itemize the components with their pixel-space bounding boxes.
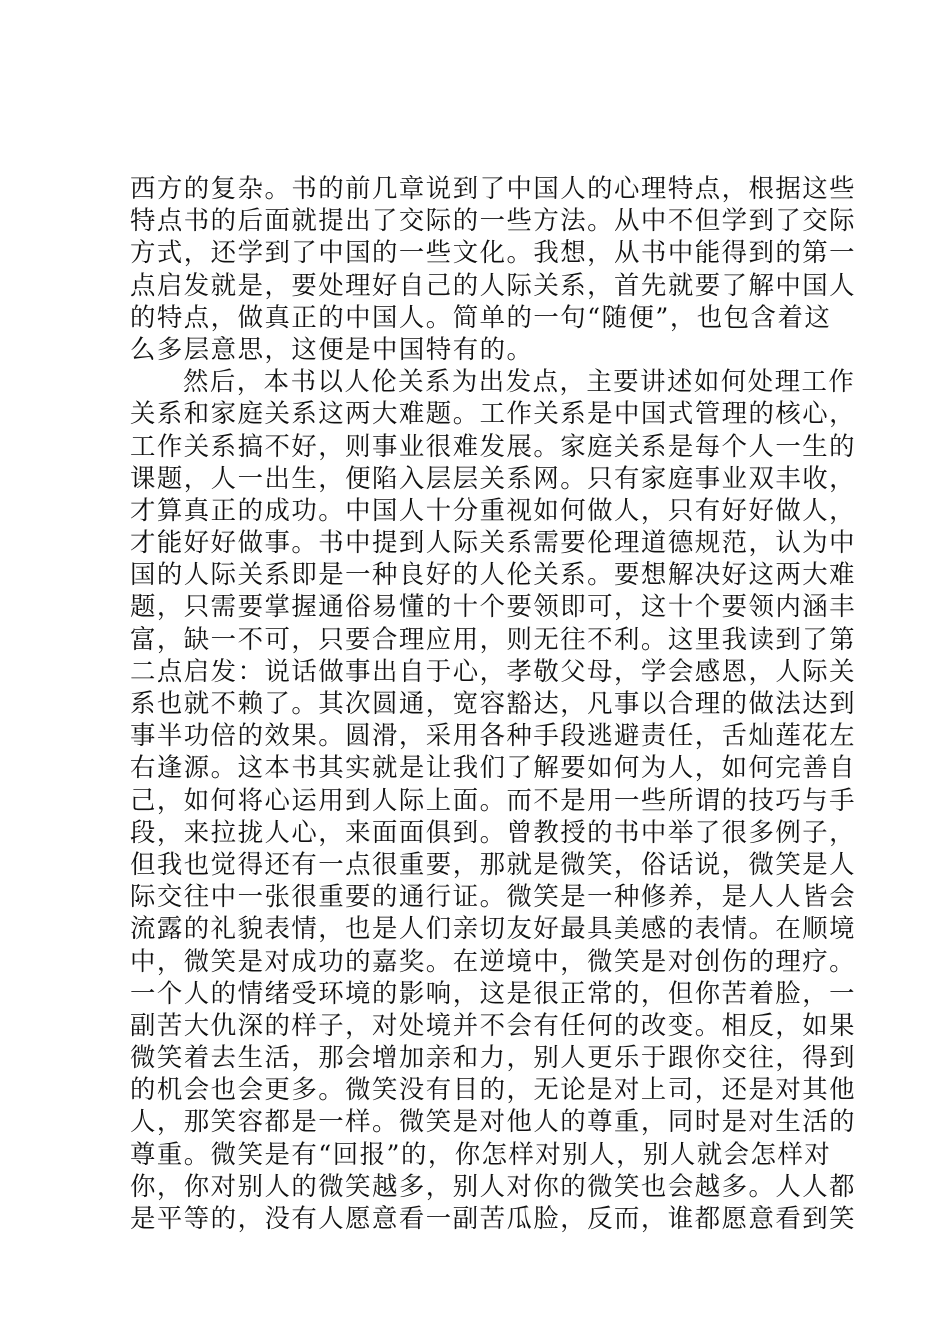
text-line: 工作关系搞不好，则事业很难发展。家庭关系是每个人一生的 xyxy=(130,430,857,461)
text-line: 一个人的情绪受环境的影响，这是很正常的，但你苦着脸，一 xyxy=(130,977,857,1008)
text-line: 二点启发：说话做事出自于心，孝敬父母，学会感恩，人际关 xyxy=(130,655,857,686)
text-line: 人，那笑容都是一样。微笑是对他人的尊重，同时是对生活的 xyxy=(130,1106,857,1137)
text-line: 事半功倍的效果。圆滑，采用各种手段逃避责任，舌灿莲花左 xyxy=(130,720,857,751)
text-line: 题，只需要掌握通俗易懂的十个要领即可，这十个要领内涵丰 xyxy=(130,591,857,622)
text-line: 点启发就是，要处理好自己的人际关系，首先就要了解中国人 xyxy=(130,269,857,300)
text-line: 际交往中一张很重要的通行证。微笑是一种修养，是人人皆会 xyxy=(130,881,857,912)
text-line: 么多层意思，这便是中国特有的。 xyxy=(130,333,534,364)
text-line: 才能好好做事。书中提到人际关系需要伦理道德规范，认为中 xyxy=(130,527,857,558)
text-line: 方式，还学到了中国的一些文化。我想，从书中能得到的第一 xyxy=(130,237,857,268)
text-line: 富，缺一不可，只要合理应用，则无往不利。这里我读到了第 xyxy=(130,623,857,654)
text-line: 中，微笑是对成功的嘉奖。在逆境中，微笑是对创伤的理疗。 xyxy=(130,945,857,976)
text-line: 的机会也会更多。微笑没有目的，无论是对上司，还是对其他 xyxy=(130,1074,857,1105)
text-line: 是平等的，没有人愿意看一副苦瓜脸，反而，谁都愿意看到笑 xyxy=(130,1203,857,1233)
text-line: 国的人际关系即是一种良好的人伦关系。要想解决好这两大难 xyxy=(130,559,857,590)
text-line: 副苦大仇深的样子，对处境并不会有任何的改变。相反，如果 xyxy=(130,1009,857,1040)
text-line: 但我也觉得还有一点很重要，那就是微笑，俗话说，微笑是人 xyxy=(130,848,857,879)
text-line: 特点书的后面就提出了交际的一些方法。从中不但学到了交际 xyxy=(130,205,857,236)
text-line: 己，如何将心运用到人际上面。而不是用一些所谓的技巧与手 xyxy=(130,784,857,815)
text-line: 右逢源。这本书其实就是让我们了解要如何为人，如何完善自 xyxy=(130,752,857,783)
text-line: 段，来拉拢人心，来面面俱到。曾教授的书中举了很多例子， xyxy=(130,816,857,847)
text-line: 系也就不赖了。其次圆通，宽容豁达，凡事以合理的做法达到 xyxy=(130,688,857,718)
paragraph-start-line: 然后，本书以人伦关系为出发点，主要讲述如何处理工作 xyxy=(183,366,856,397)
text-line: 才算真正的成功。中国人十分重视如何做人，只有好好做人， xyxy=(130,494,857,525)
text-line: 课题，人一出生，便陷入层层关系网。只有家庭事业双丰收， xyxy=(130,462,857,493)
text-line: 关系和家庭关系这两大难题。工作关系是中国式管理的核心， xyxy=(130,398,857,429)
text-line: 流露的礼貌表情，也是人们亲切友好最具美感的表情。在顺境 xyxy=(130,913,857,944)
text-line: 的特点，做真正的中国人。简单的一句“随便”，也包含着这 xyxy=(130,301,832,332)
text-line: 你，你对别人的微笑越多，别人对你的微笑也会越多。人人都 xyxy=(130,1170,857,1201)
body-text xyxy=(130,172,857,1234)
text-line: 西方的复杂。书的前几章说到了中国人的心理特点，根据这些 xyxy=(130,173,857,203)
text-line: 微笑着去生活，那会增加亲和力，别人更乐于跟你交往，得到 xyxy=(130,1042,857,1073)
text-line: 尊重。微笑是有“回报”的，你怎样对别人，别人就会怎样对 xyxy=(130,1138,832,1169)
